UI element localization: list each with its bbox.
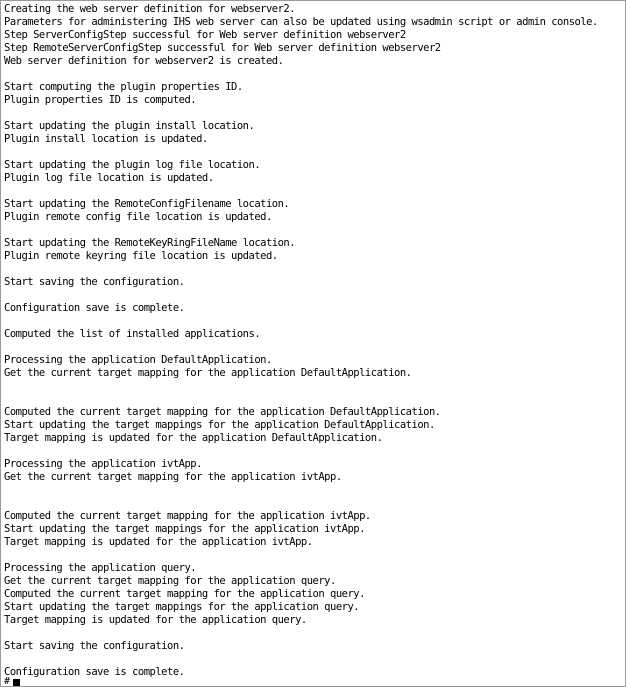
output-line: Start saving the configuration. xyxy=(4,276,185,288)
prompt-symbol: # xyxy=(4,676,11,687)
blank-line xyxy=(4,289,624,302)
output-line: Start updating the plugin install location. xyxy=(4,120,255,132)
output-line: Plugin install location is updated. xyxy=(4,133,208,145)
output-line: Start updating the RemoteConfigFilename location. xyxy=(4,198,290,210)
blank-line xyxy=(4,653,624,666)
output-line: Plugin remote keyring file location is updated. xyxy=(4,250,278,262)
terminal-output xyxy=(4,3,624,679)
output-line: Processing the application query. xyxy=(4,562,197,574)
blank-line xyxy=(4,549,624,562)
output-line: Configuration save is complete. xyxy=(4,302,185,314)
output-line: Start updating the plugin log file location. xyxy=(4,159,261,171)
blank-line xyxy=(4,445,624,458)
output-line: Computed the list of installed applications. xyxy=(4,328,261,340)
output-line: Parameters for administering IHS web server can also be updated using wsadmin script or admin console. xyxy=(4,16,598,28)
blank-line xyxy=(4,380,624,393)
output-line: Target mapping is updated for the application ivtApp. xyxy=(4,536,313,548)
output-line: Configuration save is complete. xyxy=(4,666,185,678)
output-line: Web server definition for webserver2 is created. xyxy=(4,55,284,67)
blank-line xyxy=(4,146,624,159)
blank-line xyxy=(4,484,624,497)
blank-line xyxy=(4,263,624,276)
output-line: Creating the web server definition for webserver2. xyxy=(4,3,296,15)
output-line: Computed the current target mapping for the application query. xyxy=(4,588,365,600)
output-line: Processing the application DefaultApplication. xyxy=(4,354,272,366)
text-cursor xyxy=(13,679,20,687)
output-line: Computed the current target mapping for the application DefaultApplication. xyxy=(4,406,441,418)
blank-line xyxy=(4,393,624,406)
blank-line xyxy=(4,627,624,640)
blank-line xyxy=(4,315,624,328)
blank-line xyxy=(4,185,624,198)
output-line: Start updating the RemoteKeyRingFileName location. xyxy=(4,237,296,249)
blank-line xyxy=(4,341,624,354)
output-line: Start updating the target mappings for the application DefaultApplication. xyxy=(4,419,435,431)
output-line: Start updating the target mappings for the application query. xyxy=(4,601,360,613)
output-line: Target mapping is updated for the application query. xyxy=(4,614,307,626)
output-line: Get the current target mapping for the application ivtApp. xyxy=(4,471,342,483)
blank-line xyxy=(4,68,624,81)
output-line: Start computing the plugin properties ID. xyxy=(4,81,243,93)
output-line: Step ServerConfigStep successful for Web server definition webserver2 xyxy=(4,29,406,41)
output-line: Get the current target mapping for the application DefaultApplication. xyxy=(4,367,412,379)
output-line: Target mapping is updated for the application DefaultApplication. xyxy=(4,432,383,444)
output-line: Plugin properties ID is computed. xyxy=(4,94,197,106)
output-line: Plugin log file location is updated. xyxy=(4,172,214,184)
output-line: Computed the current target mapping for the application ivtApp. xyxy=(4,510,371,522)
command-prompt[interactable] xyxy=(4,677,20,687)
blank-line xyxy=(4,107,624,120)
output-line: Start updating the target mappings for the application ivtApp. xyxy=(4,523,365,535)
output-line: Step RemoteServerConfigStep successful for Web server definition webserver2 xyxy=(4,42,441,54)
output-line: Plugin remote config file location is updated. xyxy=(4,211,272,223)
output-line: Start saving the configuration. xyxy=(4,640,185,652)
blank-line xyxy=(4,224,624,237)
output-line: Processing the application ivtApp. xyxy=(4,458,202,470)
output-line: Get the current target mapping for the application query. xyxy=(4,575,336,587)
blank-line xyxy=(4,497,624,510)
